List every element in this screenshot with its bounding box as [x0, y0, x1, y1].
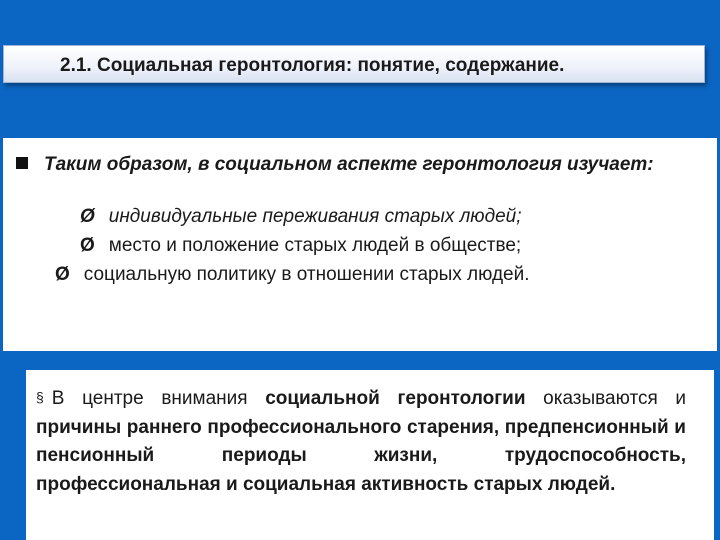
focus-bold-2: причины раннего профессионального старения, предпенсионный и пенсионный периоды жизни, трудоспособность, профессиональная и социальная активность старых людей. [36, 416, 686, 495]
arrow-bullet-icon: Ø [55, 264, 70, 285]
list-item-text: социальную политику в отношении старых людей. [83, 264, 530, 285]
title-bar [3, 45, 705, 83]
list-item [80, 235, 521, 257]
focus-bold-1: социальной геронтологии [265, 388, 526, 409]
square-bullet-icon [16, 157, 28, 169]
section-bullet-icon: § [36, 389, 44, 405]
list-item-text: место и положение старых людей в обществе; [108, 235, 522, 256]
summary-lead-text: Таким образом, в социальном аспекте геронтология изучает: [44, 154, 654, 175]
arrow-bullet-icon: Ø [80, 206, 95, 227]
list-item-text: индивидуальные переживания старых людей; [108, 206, 522, 227]
summary-lead [16, 153, 706, 177]
arrow-bullet-icon: Ø [80, 235, 95, 256]
focus-text-2: оказываются и [525, 388, 686, 409]
list-item [80, 206, 522, 228]
focus-box [26, 370, 714, 540]
summary-box [3, 138, 717, 351]
focus-paragraph [36, 383, 686, 499]
list-item [55, 264, 530, 286]
slide-title: 2.1. Социальная геронтология: понятие, содержание. [60, 55, 565, 76]
focus-text-1: В центре внимания [51, 388, 266, 409]
